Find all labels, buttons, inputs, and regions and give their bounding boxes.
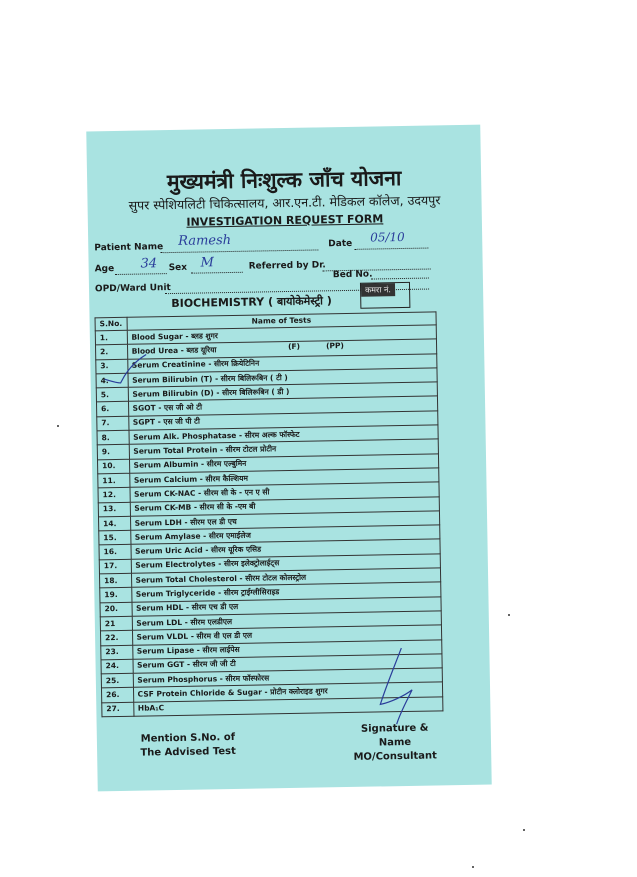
test-sno: 15. <box>99 530 131 545</box>
test-name: Serum Alk. Phosphatase - सीरम अल्क फॉस्फेट <box>129 425 439 445</box>
bed-line <box>371 278 429 280</box>
test-name: Serum GGT - सीरम जी जी टी <box>133 654 443 674</box>
investigation-request-form <box>86 125 491 792</box>
scan-speck <box>508 614 510 616</box>
test-name: Blood Urea - ब्लड यूरिया <box>127 339 437 359</box>
test-name: Serum Triglyceride - सीरम ट्राईग्लीसिराइड <box>131 582 441 602</box>
test-sno: 22. <box>100 631 132 646</box>
test-sno: 24. <box>101 659 133 674</box>
test-sno: 21 <box>100 616 132 631</box>
test-sno: 7. <box>97 416 129 431</box>
sno-header: S.No. <box>95 317 127 331</box>
patient-name-label: Patient Name <box>94 242 164 254</box>
test-sno: 16. <box>99 545 131 560</box>
test-name: Serum Amylase - सीरम एमाईलेज <box>130 525 440 545</box>
sex-label: Sex <box>168 262 188 274</box>
room-number-box <box>360 282 410 309</box>
hospital-name: सुपर स्पेशियलिटी चिकित्सालय, आर.एन.टी. मेडिकल कॉलेज, उदयपुर <box>128 192 441 213</box>
test-sno: 27. <box>102 702 134 717</box>
test-name: Serum Phosphorus - सीरम फॉस्फोरस <box>133 668 443 688</box>
test-sno: 3. <box>96 359 128 374</box>
test-name: Serum CK-MB - सीरम सी के -एम बी <box>130 496 440 516</box>
tick-mark-icon <box>98 352 159 393</box>
test-sno: 5. <box>96 387 128 402</box>
age-line <box>115 273 167 275</box>
test-sno: 18. <box>99 573 131 588</box>
test-sno: 25. <box>101 673 133 688</box>
signature-scribble-icon <box>365 646 426 727</box>
test-sno: 1. <box>95 330 127 345</box>
test-name: Serum Uric Acid - सीरम यूरिक एसिड <box>131 539 441 559</box>
scan-speck <box>523 829 525 831</box>
test-sno: 4. <box>96 373 128 388</box>
date-value: 05/10 <box>370 229 405 245</box>
test-sno: 2. <box>96 345 128 360</box>
scheme-title: मुख्यमंत्री निःशुल्क जाँच योजना <box>166 165 402 195</box>
room-number-label: कमरा नं. <box>361 283 395 297</box>
date-line <box>354 248 428 250</box>
date-label: Date <box>328 238 353 250</box>
test-sno: 19. <box>100 588 132 603</box>
test-name: Serum Bilirubin (D) - सीरम बिलिरूबिन ( डी ) <box>128 382 438 402</box>
signature-label: Signature & Name MO/Consultant <box>353 722 437 763</box>
test-sno: 13. <box>98 502 130 517</box>
test-name: Serum HDL - सीरम एच डी एल <box>132 597 442 617</box>
scan-speck <box>57 425 59 427</box>
test-name: SGPT - एस जी पी टी <box>128 411 438 431</box>
test-sno: 11. <box>98 473 130 488</box>
fasting-label: (F) <box>287 341 301 351</box>
test-name: Serum Electrolytes - सीरम इलेक्ट्रोलाईट्स <box>131 554 441 574</box>
test-name: Serum Bilirubin (T) - सीरम बिलिरूबिन ( टी ) <box>128 368 438 388</box>
age-value: 34 <box>140 256 158 272</box>
age-label: Age <box>94 264 115 275</box>
patient-name-line <box>160 249 318 253</box>
test-name: Serum Total Protein - सीरम टोटल प्रोटीन <box>129 439 439 459</box>
sex-value: M <box>200 255 215 271</box>
test-sno: 9. <box>97 445 129 460</box>
bed-label: Bed No. <box>332 269 373 281</box>
mention-sno-note: Mention S.No. of The Advised Test <box>140 731 236 759</box>
test-sno: 23. <box>101 645 133 660</box>
test-name: Blood Sugar - ब्लड शुगर <box>127 325 437 345</box>
test-sno: 14. <box>98 516 130 531</box>
test-name: HbA₁C <box>133 697 443 717</box>
pp-label: (PP) <box>325 341 344 351</box>
test-name: Serum CK-NAC - सीरम सी के - एन ए सी <box>130 482 440 502</box>
test-sno: 26. <box>101 688 133 703</box>
test-name: CSF Protein Chloride & Sugar - प्रोटीन क्लोराइड शुगर <box>133 682 443 702</box>
test-sno: 17. <box>99 559 131 574</box>
section-title: BIOCHEMISTRY ( बायोकेमेस्ट्री ) <box>171 294 332 311</box>
test-name: Serum Calcium - सीरम कैल्शियम <box>129 468 439 488</box>
form-title: INVESTIGATION REQUEST FORM <box>186 212 384 229</box>
test-name-header: Name of Tests <box>127 312 437 330</box>
opd-label: OPD/Ward Unit <box>94 283 171 295</box>
test-name: Serum VLDL - सीरम वी एल डी एल <box>132 625 442 645</box>
patient-name-value: Ramesh <box>178 232 232 249</box>
test-sno: 10. <box>97 459 129 474</box>
sex-line <box>191 272 243 274</box>
test-name: Serum Albumin - सीरम एल्बुमिन <box>129 454 439 474</box>
test-sno: 12. <box>98 488 130 503</box>
test-sno: 6. <box>96 402 128 417</box>
test-name: Serum LDH - सीरम एल डी एच <box>130 511 440 531</box>
test-name: Serum Total Cholesterol - सीरम टोटल कोलस्ट्रोल <box>131 568 441 588</box>
test-name: SGOT - एस जी ओ टी <box>128 396 438 416</box>
scan-speck <box>472 866 474 868</box>
test-name: Serum LDL - सीरम एलडीएल <box>132 611 442 631</box>
referred-by-label: Referred by Dr. <box>248 260 326 272</box>
test-sno: 8. <box>97 430 129 445</box>
test-sno: 20. <box>100 602 132 617</box>
test-name: Serum Lipase - सीरम लाईपेस <box>132 639 442 659</box>
test-name: Serum Creatinine - सीरम क्रियेटिनिन <box>127 354 437 374</box>
